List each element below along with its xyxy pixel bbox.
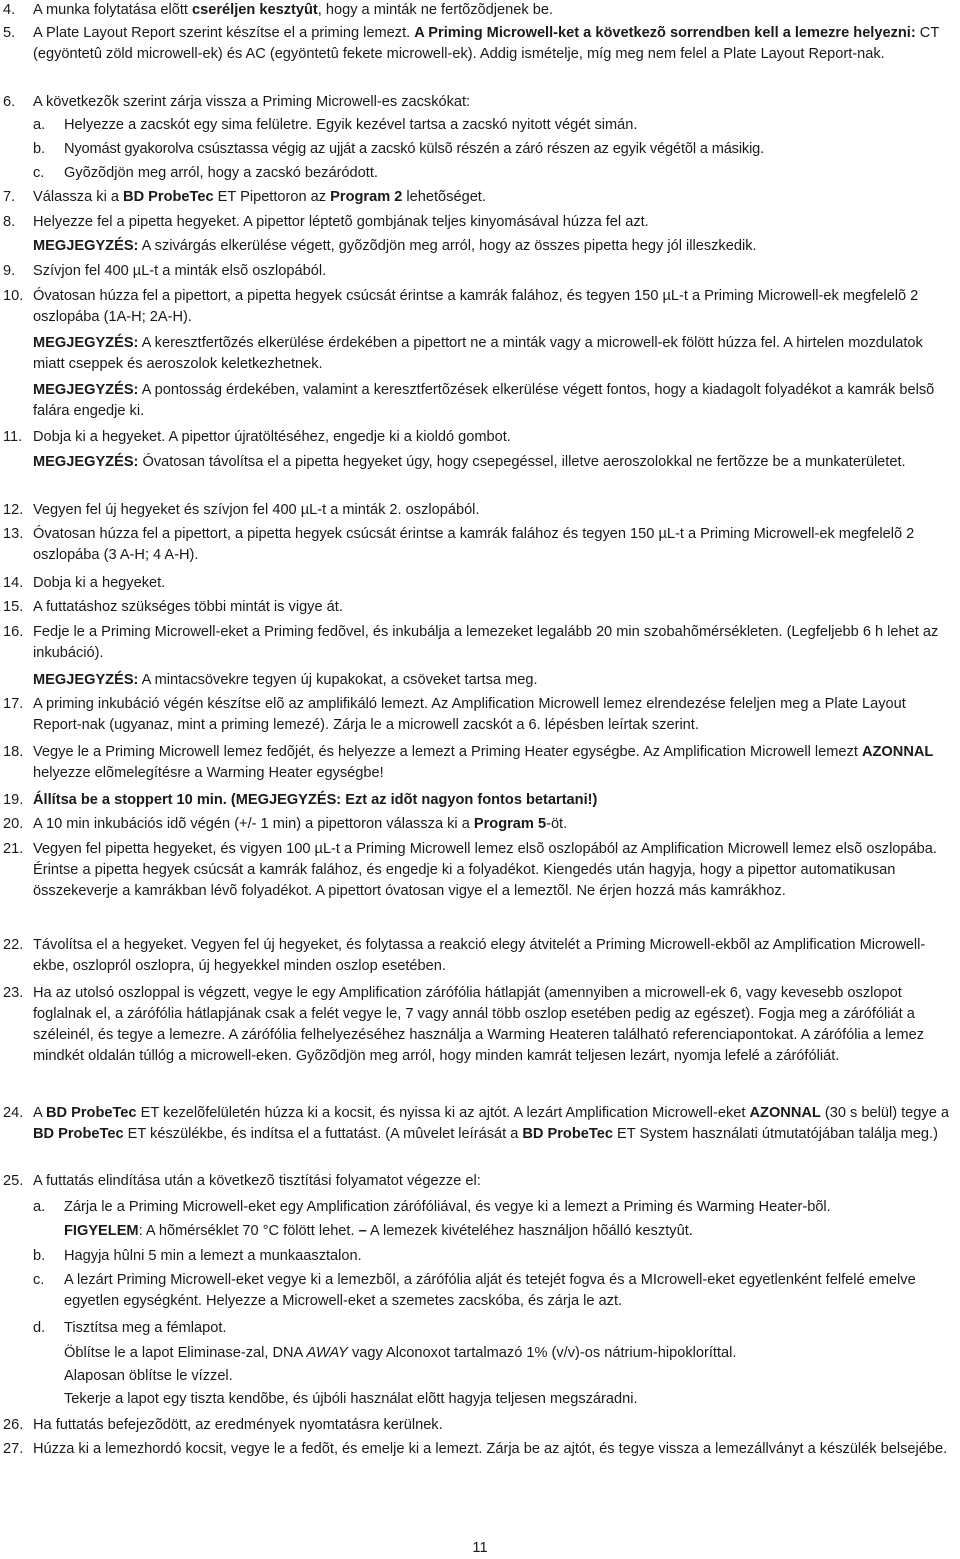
bold-text: Program 2: [330, 189, 403, 205]
text-run: Fedje le a Priming Microwell-eket a Priming fedõvel, és inkubálja a lemezeket legalább 20 min szobahõmérsékleten. (Legfeljebb 6 h lehet az inkubáció).: [33, 624, 939, 661]
bold-text: cseréljen kesztyût: [192, 2, 318, 18]
text-run: Óvatosan húzza fel a pipettort, a pipetta hegyek csúcsát érintse a kamrák falához és tegyen 150 µL-t a Priming Microwell-ek megfelelõ 2 oszlopába (3 A-H; 4 A-H).: [33, 526, 915, 563]
bold-text: FIGYELEM: [64, 1223, 139, 1239]
step-item: [0, 597, 960, 618]
step-number: 27.: [3, 1441, 24, 1457]
step-number: 20.: [3, 816, 24, 832]
step-text: [33, 622, 955, 664]
step-item: [0, 983, 960, 1067]
sub-step: [0, 1270, 960, 1312]
step-item: [0, 694, 960, 736]
text-run: (30 s belül) tegye a: [820, 1105, 950, 1121]
step-item: [0, 1439, 960, 1460]
step-text: [33, 286, 955, 328]
step-item: [0, 790, 960, 811]
note-paragraph: [33, 236, 955, 257]
step-item: [0, 1103, 960, 1145]
text-run: Tekerje a lapot egy tiszta kendõbe, és újbóli használat elõtt hagyja teljesen megszáradni.: [64, 1391, 638, 1407]
step-text: [33, 573, 955, 594]
note-paragraph: [33, 380, 955, 422]
step-item: [0, 286, 960, 328]
text-run: Vegyen fel pipetta hegyeket, és vigyen 100 µL-t a Priming Microwell lemez elsõ oszlopából az Amplification Microwell lemez elsõ oszlopába. Érintse a pipetta hegyek csúcsát a kamrák falához, és engedje ki a folyadékot. Kiengedés után hagyja, hogy a pipettor automatikusan összekeverje a kamrákban lévõ folyadékot. A pipettort óvatosan vigye el a lemeztõl. Ne érjen hozzá más kamrákhoz.: [33, 841, 937, 899]
step-number: 10.: [3, 288, 24, 304]
sub-step: [0, 163, 960, 184]
step-item: [0, 261, 960, 282]
step-item: [0, 427, 960, 448]
step-number: a.: [33, 117, 46, 133]
note-paragraph: [33, 670, 955, 691]
text-run: ET Pipettoron az: [213, 189, 331, 205]
step-text: [64, 1343, 960, 1364]
step-number: a.: [33, 1199, 46, 1215]
text-run: A munka folytatása elõtt: [33, 2, 192, 18]
sub-step: [0, 1197, 960, 1218]
step-item: [0, 500, 960, 521]
step-number: 17.: [3, 696, 24, 712]
text-run: A futtatás elindítása után a következõ tisztítási folyamatot végezze el:: [33, 1173, 481, 1189]
bold-text: MEGJEGYZÉS:: [33, 382, 139, 398]
step-number: 6.: [3, 94, 16, 110]
step-number: 22.: [3, 937, 24, 953]
text-run: helyezze elõmelegítésre a Warming Heater egységbe!: [33, 765, 384, 781]
step-text: [64, 115, 956, 136]
step-number: 8.: [3, 214, 16, 230]
step-number: 24.: [3, 1105, 24, 1121]
text-run: Távolítsa el a hegyeket. Vegyen fel új hegyeket, és folytassa a reakció elegy átvitelét a Priming Microwell-ekbõl az Amplification Microwell-ekbe, oszlopról oszlopra, új hegyekkel minden oszlop esetében.: [33, 937, 926, 974]
text-run: Dobja ki a hegyeket. A pipettor újratöltéséhez, engedje ki a kioldó gombot.: [33, 429, 511, 445]
step-text: [33, 1171, 955, 1192]
bold-text: MEGJEGYZÉS:: [33, 672, 139, 688]
step-number: 4.: [3, 2, 16, 18]
note-paragraph: [64, 1389, 954, 1410]
step-number: 25.: [3, 1173, 24, 1189]
text-run: Gyõzõdjön meg arról, hogy a zacskó bezáródott.: [64, 165, 378, 181]
step-item: [0, 814, 960, 835]
text-run: Helyezze fel a pipetta hegyeket. A pipettor léptetõ gombjának teljes kinyomásával húzza fel azt.: [33, 214, 649, 230]
step-number: 21.: [3, 841, 24, 857]
text-run: lehetõséget.: [402, 189, 486, 205]
step-item: [0, 935, 960, 977]
text-run: A: [33, 1105, 46, 1121]
text-run: A szivárgás elkerülése végett, gyõzõdjön meg arról, hogy az összes pipetta hegy jól illeszkedik.: [138, 238, 757, 254]
page-number: 11: [472, 1540, 488, 1556]
bold-text: –: [358, 1223, 367, 1239]
step-number: 18.: [3, 744, 24, 760]
step-text: [33, 935, 955, 977]
step-number: 16.: [3, 624, 24, 640]
text-run: Válassza ki a: [33, 189, 124, 205]
text-run: Vegye le a Priming Microwell lemez fedõjét, és helyezze a lemezt a Priming Heater egységbe. Az Amplification Microwell lemezt: [33, 744, 862, 760]
step-number: d.: [33, 1320, 46, 1336]
text-run: -öt.: [546, 816, 568, 832]
sub-step: [0, 115, 960, 136]
step-number: 26.: [3, 1417, 24, 1433]
step-number: 14.: [3, 575, 24, 591]
text-run: CT (egyöntetû zöld microwell-ek) és AC (egyöntetû fekete microwell-ek). Addig ismételje, míg meg nem felel a Plate Layout Report-nak.: [33, 25, 939, 62]
text-run: Vegyen fel új hegyeket és szívjon fel 400 µL-t a minták 2. oszlopából.: [33, 502, 480, 518]
step-text: [33, 261, 955, 282]
step-number: 13.: [3, 526, 24, 542]
text-run: vagy Alconoxot tartalmazó 1% (v/v)-os nátrium-hipokloríttal.: [347, 1345, 737, 1361]
step-text: [33, 983, 955, 1067]
text-run: Helyezze a zacskót egy sima felületre. Egyik kezével tartsa a zacskó nyitott végét simán.: [64, 117, 638, 133]
step-text: [33, 1103, 955, 1145]
note-paragraph: [33, 333, 955, 375]
italic-text: AWAY: [306, 1345, 348, 1361]
text-run: Óvatosan húzza fel a pipettort, a pipetta hegyek csúcsát érintse a kamrák falához, és tegyen 150 µL-t a Priming Microwell-ek megfelelõ 2 oszlopába (1A-H; 2A-H).: [33, 288, 919, 325]
step-text: [64, 1197, 956, 1218]
step-text: [64, 1318, 956, 1339]
text-run: A 10 min inkubációs idõ végén (+/- 1 min) a pipettoron válassza ki a: [33, 816, 474, 832]
text-run: A keresztfertõzés elkerülése érdekében a pipettort ne a minták vagy a microwell-ek fölött húzza fel. A hirtelen mozdulatok miatt cseppek és aeroszolok keletkezhetnek.: [33, 335, 923, 372]
step-item: [0, 1171, 960, 1192]
step-text: [33, 236, 955, 257]
text-run: A Plate Layout Report szerint készítse el a priming lemezt.: [33, 25, 415, 41]
step-number: 5.: [3, 25, 16, 41]
step-number: c.: [33, 165, 45, 181]
text-run: ET System használati útmutatójában találja meg.): [612, 1126, 938, 1142]
step-item: [0, 0, 960, 21]
step-item: [0, 92, 960, 113]
step-text: [33, 694, 955, 736]
note-paragraph: [64, 1221, 954, 1242]
bold-text: BD ProbeTec: [45, 1105, 137, 1121]
step-text: [33, 333, 955, 375]
step-text: [33, 452, 955, 473]
text-run: Ha futtatás befejezõdött, az eredmények nyomtatásra kerülnek.: [33, 1417, 443, 1433]
bold-text: Állítsa be a stoppert 10 min. (MEGJEGYZÉS: Ezt az idõt nagyon fontos betartani!): [33, 792, 598, 808]
text-run: Zárja le a Priming Microwell-eket egy Amplification zárófóliával, és vegye ki a lemezt a Priming és Warming Heater-bõl.: [64, 1199, 831, 1215]
text-run: Ha az utolsó oszloppal is végzett, vegye le egy Amplification zárófólia hátlapját (amennyiben a microwell-ek 6, vagy kevesebb oszlopot foglalnak el, a zárófólia hátlapjának csak a felét vegye le, 7 vagy annál több oszlop esetében pedig az egészet). Fogja meg a zárófóliát a széleinél, és tegye a lemezre. A zárófólia felhelyezéséhez használja a Warming Heateren található referenciapontokat. A zárófólia a lemez mindkét oldalán túllóg a microwell-eken. Gyõzõdjön meg arról, hogy minden kamrát teljesen lezárt, nyomja lefelé a zárófóliát.: [33, 985, 924, 1064]
text-run: , hogy a minták ne fertõzõdjenek be.: [317, 2, 554, 18]
step-item: [0, 742, 960, 784]
step-item: [0, 1415, 960, 1436]
text-run: Tisztítsa meg a fémlapot.: [64, 1320, 227, 1336]
step-item: [0, 187, 960, 208]
step-text: [33, 187, 955, 208]
step-number: c.: [33, 1272, 45, 1288]
step-text: [33, 1439, 955, 1460]
text-run: ET készülékbe, és indítsa el a futtatást. (A mûvelet leírását a: [123, 1126, 523, 1142]
bold-text: AZONNAL: [861, 744, 934, 760]
note-paragraph: [64, 1343, 954, 1364]
text-run: A pontosság érdekében, valamint a keresztfertõzések elkerülése végett fontos, hogy a kiadagolt folyadékot a kamrák belsõ falára engedje ki.: [33, 382, 935, 419]
bold-text: AZONNAL: [749, 1105, 821, 1121]
step-text: [33, 500, 955, 521]
text-run: Alaposan öblítse le vízzel.: [64, 1368, 233, 1384]
step-text: [33, 212, 955, 233]
text-run: Nyomást gyakorolva csúsztassa végig az ujját a zacskó külsõ részén a záró részen az egyik végétõl a másikig.: [64, 141, 765, 157]
step-item: [0, 212, 960, 233]
step-text: [33, 597, 955, 618]
step-number: 11.: [3, 429, 23, 445]
step-text: [33, 23, 955, 65]
bold-text: A Priming Microwell-ket a következõ sorrendben kell a lemezre helyezni:: [414, 25, 916, 41]
step-number: b.: [33, 1248, 46, 1264]
step-number: 12.: [3, 502, 24, 518]
step-text: [64, 1270, 956, 1312]
step-text: [64, 163, 956, 184]
step-text: [33, 839, 955, 902]
step-number: b.: [33, 141, 46, 157]
step-text: [64, 1221, 960, 1242]
bold-text: MEGJEGYZÉS:: [33, 238, 139, 254]
step-text: [33, 790, 955, 811]
step-text: [64, 1389, 960, 1410]
step-item: [0, 573, 960, 594]
step-number: 15.: [3, 599, 24, 615]
text-run: : A hõmérséklet 70 °C fölött lehet.: [138, 1223, 359, 1239]
step-text: [33, 0, 955, 21]
sub-step: [0, 1246, 960, 1267]
text-run: A lezárt Priming Microwell-eket vegye ki a lemezbõl, a zárófólia alját és tetejét fogva és a MIcrowell-eket egyetlenként felfelé emelve egyetlen egységként. Helyezze a Microwell-eket a szemetes zacskóba, és zárja le azt.: [64, 1272, 916, 1309]
note-paragraph: [33, 452, 955, 473]
step-number: 7.: [3, 189, 16, 205]
text-run: Szívjon fel 400 µL-t a minták elsõ oszlopából.: [33, 263, 327, 279]
text-run: Húzza ki a lemezhordó kocsit, vegye le a fedõt, és emelje ki a lemezt. Zárja be az ajtót, és tegye vissza a lemezállványt a készülék belsejébe.: [33, 1441, 948, 1457]
text-run: A mintacsövekre tegyen új kupakokat, a csöveket tartsa meg.: [138, 672, 538, 688]
text-run: Óvatosan távolítsa el a pipetta hegyeket úgy, hogy csepegéssel, illetve aeroszolokkal ne fertõzze be a munkaterületet.: [138, 454, 906, 470]
text-run: Öblítse le a lapot Eliminase-zal, DNA: [64, 1345, 307, 1361]
step-text: [33, 670, 955, 691]
bold-text: BD ProbeTec: [123, 189, 214, 205]
step-text: [64, 1246, 956, 1267]
step-item: [0, 839, 960, 902]
sub-step: [0, 139, 960, 160]
text-run: A futtatáshoz szükséges többi mintát is vigye át.: [33, 599, 343, 615]
step-item: [0, 23, 960, 65]
text-run: A priming inkubáció végén készítse elõ az amplifikáló lemezt. Az Amplification Microwell lemez elrendezése feleljen meg a Plate Layout Report-nak (ugyanaz, mint a priming lemezé). Zárja le a microwell zacskót a 6. lépésben leírtak szerint.: [33, 696, 906, 733]
bold-text: Program 5: [473, 816, 547, 832]
step-item: [0, 622, 960, 664]
step-text: [33, 427, 955, 448]
text-run: ET kezelõfelületén húzza ki a kocsit, és nyissa ki az ajtót. A lezárt Amplification Microwell-eket: [136, 1105, 750, 1121]
step-text: [33, 1415, 955, 1436]
text-run: Hagyja hûlni 5 min a lemezt a munkaasztalon.: [64, 1248, 362, 1264]
text-run: A következõk szerint zárja vissza a Priming Microwell-es zacskókat:: [33, 94, 471, 110]
bold-text: MEGJEGYZÉS:: [33, 335, 139, 351]
note-paragraph: [64, 1366, 954, 1387]
step-number: 23.: [3, 985, 24, 1001]
bold-text: BD ProbeTec: [33, 1126, 124, 1142]
bold-text: BD ProbeTec: [522, 1126, 613, 1142]
step-item: [0, 524, 960, 566]
text-run: Dobja ki a hegyeket.: [33, 575, 166, 591]
step-text: [64, 139, 956, 160]
step-text: [33, 814, 955, 835]
step-text: [33, 380, 955, 422]
step-text: [64, 1366, 960, 1387]
text-run: A lemezek kivételéhez használjon hõálló kesztyût.: [366, 1223, 693, 1239]
step-text: [33, 742, 955, 784]
step-number: 19.: [3, 792, 24, 808]
step-text: [33, 92, 955, 113]
sub-step: [0, 1318, 960, 1339]
step-text: [33, 524, 955, 566]
bold-text: MEGJEGYZÉS:: [33, 454, 139, 470]
step-number: 9.: [3, 263, 16, 279]
